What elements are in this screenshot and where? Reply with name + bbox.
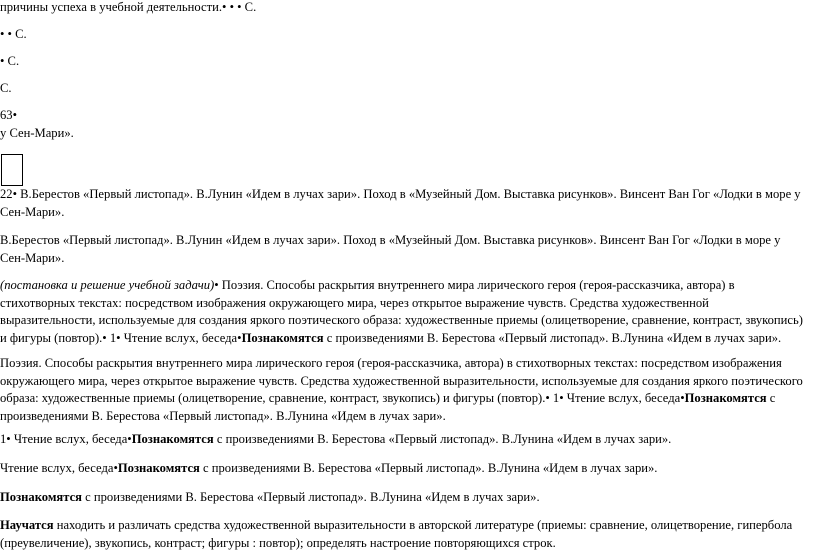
paragraph-lesson-22-topics: 22• В.Берестов «Первый листопад». В.Лунин «Идем в лучах зари». Поход в «Музейный Дом. Выставка рисунков». Винсент Ван Гог «Лодки в море у Сен-Мари». <box>0 187 801 219</box>
bold-will-learn: Познакомятся <box>241 330 324 345</box>
paragraph-poetry-methods <box>0 355 804 425</box>
text-line-c: С. <box>0 81 12 95</box>
paragraph-will-be-taught <box>0 517 804 552</box>
reading-text: 1• Чтение вслух, беседа• <box>0 432 132 446</box>
italic-task-label: (постановка и решение учебной задачи) <box>0 278 215 292</box>
bold-will-learn: Познакомятся <box>131 432 214 446</box>
text-line-number-63: 63• <box>0 108 18 122</box>
paragraph-lesson-topics: В.Берестов «Первый листопад». В.Лунин «Идем в лучах зари». Поход в «Музейный Дом. Выставка рисунков». Винсент Ван Гог «Лодки в море у Сен-Мари». <box>0 233 781 265</box>
works-text: с произведениями В. Берестова «Первый листопад». В.Лунина «Идем в лучах зари». <box>213 432 672 446</box>
poetry-methods-text: Поэзия. Способы раскрытия внутреннего мира лирического героя (героя-рассказчика, автора) в стихотворных текстах: посредством изображения окружающего мира, через открытое выражение чувств. Средства художественной выразительности, используемые для создания яркого поэтического образа: художественные приемы (олицетворение, сравнение, контраст, звукопись) и фигуры (повтор).• 1• Чтение вслух, беседа• <box>0 356 803 405</box>
paragraph-will-learn <box>0 489 804 507</box>
works-text: с произведениями В. Берестова «Первый листопад». В.Лунина «Идем в лучах зари». <box>0 391 776 423</box>
paragraph-reading-conversation <box>0 460 804 478</box>
text-line-bullets-c: • • С. <box>0 27 27 41</box>
paragraph-reading-conversation-1 <box>0 431 804 449</box>
reading-text: Чтение вслух, беседа• <box>0 461 118 475</box>
works-text: с произведениями В. Берестова «Первый листопад». В.Лунина «Идем в лучах зари». <box>82 490 540 504</box>
skills-text: находить и различать средства художественной выразительности в авторской литературе (приемы: сравнение, олицетворение, гипербола (преувеличение), звукопись, контраст; фигуры : повтор); определять настроение повторяющихся строк. <box>0 518 793 550</box>
works-text: с произведениями В. Берестова «Первый листопад». В.Лунина «Идем в лучах зари». <box>199 461 658 475</box>
bold-will-be-taught: Научатся <box>0 518 54 532</box>
text-line-success-reasons: причины успеха в учебной деятельности.• • • С. <box>0 0 257 14</box>
text-line-bullet-c: • С. <box>0 54 20 68</box>
text-line-sen-mari: у Сен-Мари». <box>0 126 74 140</box>
poetry-methods-text: • Поэзия. Способы раскрытия внутреннего мира лирического героя (героя-рассказчика, автора) в стихотворных текстах: посредством изображения окружающего мира, через открытое выражение чувств. Средства художественной выразительности, используемые для создания яркого поэтического образа: художественные приемы (олицетворение, сравнение, контраст, звукопись) и фигуры (повтор).• 1• Чтение вслух, беседа• <box>0 278 803 345</box>
bold-will-learn: Познакомятся <box>684 391 767 405</box>
paragraph-poetry-task <box>0 277 804 347</box>
bold-will-learn: Познакомятся <box>117 461 200 475</box>
works-text: с произведениями В. Берестова «Первый листопад». В.Лунина «Идем в лучах зари». <box>323 330 782 345</box>
bold-will-learn: Познакомятся <box>0 490 82 504</box>
empty-table-cell <box>1 154 23 186</box>
